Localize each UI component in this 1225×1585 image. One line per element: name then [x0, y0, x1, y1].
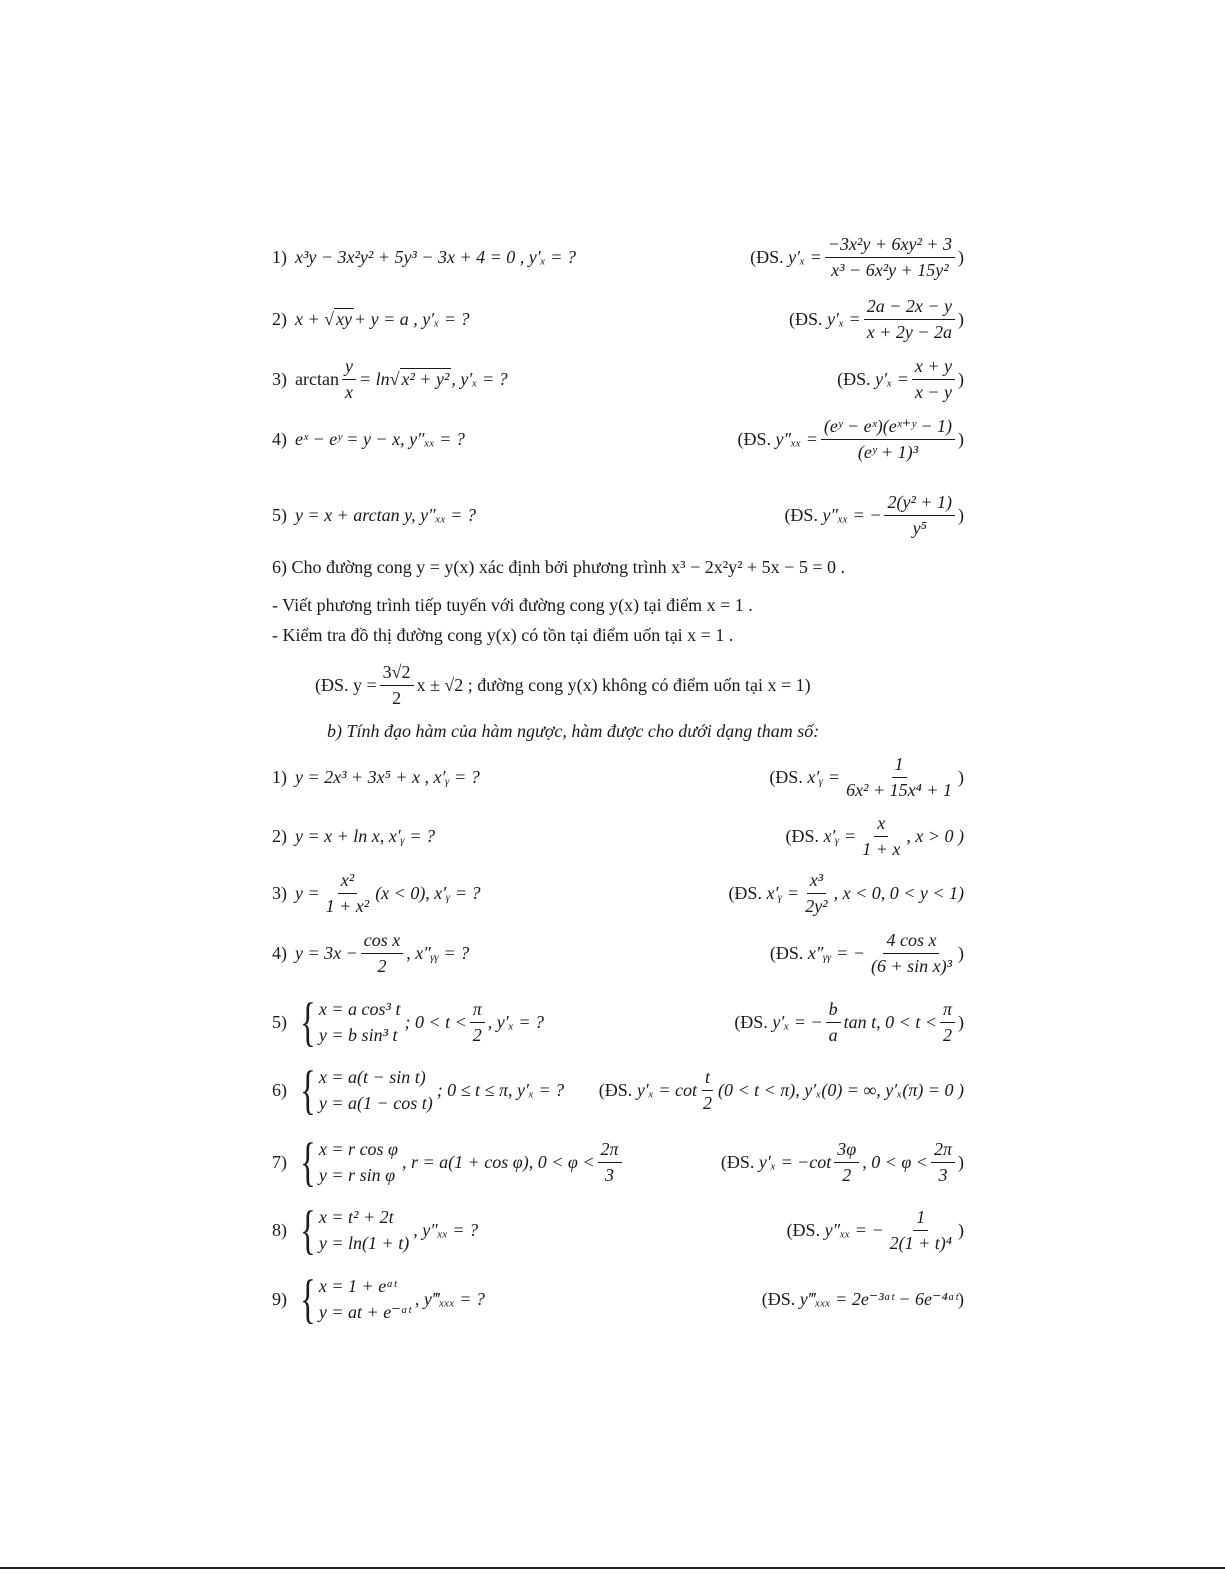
problem-a5: 5) y = x + arctan y, y″ₓₓ = ? (ĐS. y″ₓₓ = − $\frac{\text{2(y² + 1)}}{\text{y⁵}}$ ): [272, 492, 964, 538]
problem-answer: (ĐS. y‴ₓₓₓ = 2e⁻³ᵃᵗ − 6e⁻⁴ᵃᵗ ): [761, 1288, 964, 1309]
problem-b3: 3) y = $\frac{\text{x²}}{\text{1 + x²}}$ (x < 0), x′ᵧ = ? (ĐS. x′ᵧ = $\frac{\text{x³}}{\text{2y²}}$ , x < 0, 0 < y < 1): [272, 870, 964, 916]
problem-answer: (ĐS. y′ₓ = $\frac{x + y}{x - y}$ ): [837, 356, 964, 402]
problem-b5: 5) { x = a cos³ t y = b sin³ t ; 0 < t < $\frac{\pi}{2}$ , y′ₓ = ? (ĐS. y′ₓ = − $\frac{b}{a}$ tan t, 0 < t < $\frac{\pi}{2}$ ): [272, 991, 964, 1052]
problem-answer: (ĐS. x′ᵧ = $\frac{x}{1 + x}$ , x > 0 ): [785, 813, 964, 859]
problem-a1: [272, 234, 964, 280]
problem-a6-line2: - Viết phương trình tiếp tuyến với đường cong y(x) tại điểm x = 1 .: [272, 595, 753, 615]
problem-b7: 7) { x = r cos φ y = r sin φ , r = a(1 + cos φ), 0 < φ < $\frac{2\pi}{3}$ (ĐS. y′ₓ = −cot $\frac{3\varphi}{2}$ , 0 < φ < $\frac{2\pi}{3}$ ): [272, 1131, 964, 1192]
problem-a6-line1: 6) Cho đường cong y = y(x) xác định bởi phương trình x³ − 2x²y² + 5x − 5 = 0 .: [272, 557, 845, 577]
problem-answer: (ĐS. y″ₓₓ = − $\frac{\text{2(y² + 1)}}{\text{y⁵}}$ ): [784, 492, 964, 538]
problem-a3: 3) arctan $\frac{y}{x}$ = ln√ x² + y² , y′ₓ = ? (ĐS. y′ₓ = $\frac{x + y}{x - y}$ ): [272, 356, 964, 402]
problem-number: 1): [272, 246, 287, 267]
answer-fraction: $\frac{\text{−3x²y + 6xy² + 3}}{\text{x³ − 6x²y + 15y²}}$: [825, 234, 955, 280]
problem-b8: 8) { x = t² + 2t y = ln(1 + t) , y″ₓₓ = ? (ĐS. y″ₓₓ = − $\frac{1}{\text{2(1 + t)⁴}}$ ): [272, 1199, 964, 1260]
problem-a6-line3: - Kiểm tra đồ thị đường cong y(x) có tồn tại điểm uốn tại x = 1 .: [272, 625, 734, 645]
problem-b9: 9) { x = 1 + eᵃᵗ y = at + e⁻ᵃᵗ , y‴ₓₓₓ = ? (ĐS. y‴ₓₓₓ = 2e⁻³ᵃᵗ − 6e⁻⁴ᵃᵗ ): [272, 1268, 964, 1329]
problem-answer: (ĐS. y′ₓ = − $\frac{b}{a}$ tan t, 0 < t < $\frac{\pi}{2}$ ): [734, 998, 964, 1045]
problem-answer: (ĐS. x″ᵧᵧ = − $\frac{\text{4 cos x}}{\text{(6 + sin x)³}}$ ): [769, 930, 964, 976]
problem-question: x³y − 3x²y² + 5y³ − 3x + 4 = 0 , y′ₓ = ?: [295, 246, 576, 267]
problem-a6-answer: (ĐS. y = $\frac{3√2}{2}$ x ± √2 ; đường cong y(x) không có điểm uốn tại x = 1): [315, 662, 811, 708]
problem-a2: 2) x + √ xy + y = a , y′ₓ = ? (ĐS. y′ₓ = $\frac{2a - 2x - y}{x + 2y - 2a}$ ): [272, 296, 964, 342]
problem-answer: (ĐS. y″ₓₓ = $\frac{\text{(eʸ − eˣ)(eˣ⁺ʸ − 1)}}{\text{(eʸ + 1)³}}$ ): [737, 416, 964, 462]
problem-answer: (ĐS. y″ₓₓ = − $\frac{1}{\text{2(1 + t)⁴}}$ ): [786, 1206, 964, 1253]
problem-b2: 2) y = x + ln x, x′ᵧ = ? (ĐS. x′ᵧ = $\frac{x}{1 + x}$ , x > 0 ): [272, 813, 964, 859]
problem-answer: (ĐS. y′ₓ = $\frac{\text{−3x²y + 6xy² + 3}}{\text{x³ − 6x²y + 15y²}}$ ): [750, 234, 964, 280]
page-bottom-rule: [0, 1567, 1225, 1569]
problem-a4: 4) eˣ − eʸ = y − x, y″ₓₓ = ? (ĐS. y″ₓₓ = $\frac{\text{(eʸ − eˣ)(eˣ⁺ʸ − 1)}}{\text{(eʸ + 1)³}}$ ): [272, 416, 964, 462]
problem-answer: (ĐS. x′ᵧ = $\frac{\text{x³}}{\text{2y²}}$ , x < 0, 0 < y < 1): [728, 870, 964, 916]
problem-b6: 6) { x = a(t − sin t) y = a(1 − cos t) ; 0 ≤ t ≤ π, y′ₓ = ? (ĐS. y′ₓ = cot $\frac{t}{2}$ (0 < t < π), y′ₓ(0) = ∞, y′ₓ(π) = 0 ): [272, 1059, 964, 1120]
problem-answer: (ĐS. y′ₓ = cot $\frac{t}{2}$ (0 < t < π), y′ₓ(0) = ∞, y′ₓ(π) = 0 ): [598, 1066, 964, 1113]
problem-answer: (ĐS. x′ᵧ = $\frac{1}{\text{6x² + 15x⁴ + 1}}$ ): [769, 754, 964, 800]
problem-b4: 4) y = 3x − $\frac{\text{cos x}}{2}$ , x″ᵧᵧ = ? (ĐS. x″ᵧᵧ = − $\frac{\text{4 cos x}}{\text{(6 + sin x)³}}$ ): [272, 930, 964, 976]
problem-b1: 1) y = 2x³ + 3x⁵ + x , x′ᵧ = ? (ĐS. x′ᵧ = $\frac{1}{\text{6x² + 15x⁴ + 1}}$ ): [272, 754, 964, 800]
problem-answer: (ĐS. y′ₓ = −cot $\frac{3\varphi}{2}$ , 0 < φ < $\frac{2\pi}{3}$ ): [720, 1138, 964, 1185]
section-heading: b) Tính đạo hàm của hàm ngược, hàm được cho dưới dạng tham số:: [327, 721, 820, 741]
problem-answer: (ĐS. y′ₓ = $\frac{2a - 2x - y}{x + 2y - 2a}$ ): [789, 296, 964, 342]
